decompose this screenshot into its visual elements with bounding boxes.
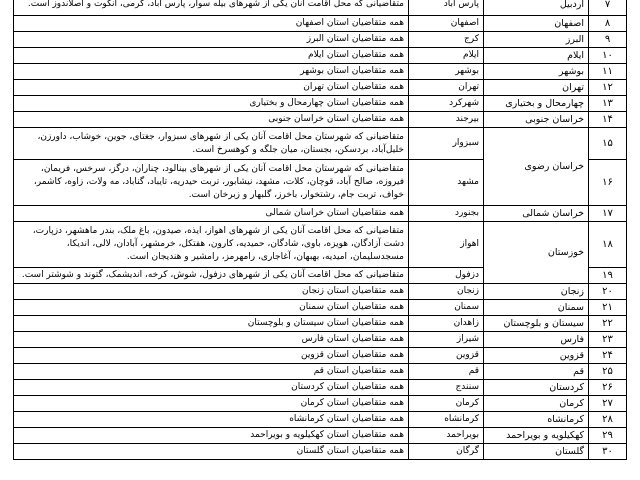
table-row <box>14 396 627 412</box>
province-cell: ایلام <box>484 48 589 64</box>
table-row <box>14 48 627 64</box>
row-number: ۱۶ <box>589 160 627 206</box>
row-number: ۲۹ <box>589 428 627 444</box>
row-number: ۷ <box>589 0 627 16</box>
row-number: ۲۵ <box>589 364 627 380</box>
description-cell: همه متقاضیان استان اصفهان <box>14 16 409 32</box>
table-row <box>14 80 627 96</box>
province-cell: کهکیلویه و بویراحمد <box>484 428 589 444</box>
city-cell: کرمان <box>409 396 484 412</box>
city-cell: بجنورد <box>409 206 484 222</box>
city-cell: زاهدان <box>409 316 484 332</box>
description-cell: همه متقاضیان استان سیستان و بلوچستان <box>14 316 409 332</box>
row-number: ۲۰ <box>589 284 627 300</box>
province-cell: بوشهر <box>484 64 589 80</box>
description-cell: همه متقاضیان استان خراسان شمالی <box>14 206 409 222</box>
province-cell: تهران <box>484 80 589 96</box>
province-cell: زنجان <box>484 284 589 300</box>
row-number: ۸ <box>589 16 627 32</box>
description-cell: همه متقاضیان استان قزوین <box>14 348 409 364</box>
row-number: ۱۱ <box>589 64 627 80</box>
row-number: ۱۲ <box>589 80 627 96</box>
province-cell: سمنان <box>484 300 589 316</box>
province-cell: خراسان شمالی <box>484 206 589 222</box>
description-cell: همه متقاضیان استان زنجان <box>14 284 409 300</box>
table-row <box>14 380 627 396</box>
province-cell: اصفهان <box>484 16 589 32</box>
table-row <box>14 444 627 460</box>
city-cell: دزفول <box>409 268 484 284</box>
city-cell: اهواز <box>409 222 484 268</box>
description-cell: متقاضیانی که محل اقامت آنان یکی از شهرهای اهواز، ایذه، صیدون، باغ ملک، بندر ماهشهر، دزپارت، دشت آزادگان، هویزه، باوی، شادگان، حمیدیه، کارون، هفتکل، خرمشهر، آبادان، لالی، اندیکا، مسجدسلیمان، امیدیه، بهبهان، آغاجاری، رامهرمز، رامشیر و هندیجان است. <box>14 222 409 268</box>
province-cell: اردبیل <box>484 0 589 16</box>
province-cell: قزوین <box>484 348 589 364</box>
city-cell: قم <box>409 364 484 380</box>
row-number: ۱۰ <box>589 48 627 64</box>
table-row <box>14 428 627 444</box>
province-cell: البرز <box>484 32 589 48</box>
table-row <box>14 0 627 16</box>
table-row <box>14 64 627 80</box>
table-row <box>14 412 627 428</box>
row-number: ۲۲ <box>589 316 627 332</box>
description-cell: همه متقاضیان استان بوشهر <box>14 64 409 80</box>
province-cell: کردستان <box>484 380 589 396</box>
row-number: ۱۸ <box>589 222 627 268</box>
row-number: ۲۸ <box>589 412 627 428</box>
city-cell: گرگان <box>409 444 484 460</box>
province-cell: خراسان رضوی <box>484 128 589 206</box>
description-cell: همه متقاضیان استان سمنان <box>14 300 409 316</box>
table-row <box>14 128 627 160</box>
province-cell: کرمان <box>484 396 589 412</box>
city-cell: شیراز <box>409 332 484 348</box>
province-cell: خوزستان <box>484 222 589 284</box>
description-cell: همه متقاضیان استان خراسان جنوبی <box>14 112 409 128</box>
table-row <box>14 32 627 48</box>
table-row <box>14 112 627 128</box>
table-row <box>14 348 627 364</box>
province-cell: گلستان <box>484 444 589 460</box>
row-number: ۲۶ <box>589 380 627 396</box>
row-number: ۲۴ <box>589 348 627 364</box>
row-number: ۳۰ <box>589 444 627 460</box>
city-cell: کرمانشاه <box>409 412 484 428</box>
row-number: ۱۴ <box>589 112 627 128</box>
table-row <box>14 96 627 112</box>
table-row <box>14 300 627 316</box>
exam-centers-table <box>13 0 627 460</box>
description-cell: متقاضیانی که محل اقامت آنان یکی از شهرهای بیله سوار، پارس آباد، گرمی، انگوت و اصلاندوز است. <box>14 0 409 16</box>
city-cell: سمنان <box>409 300 484 316</box>
city-cell: کرج <box>409 32 484 48</box>
province-cell: فارس <box>484 332 589 348</box>
description-cell: همه متقاضیان استان کردستان <box>14 380 409 396</box>
description-cell: متقاضیانی که محل اقامت آنان یکی از شهرهای دزفول، شوش، کرخه، اندیشمک، گتوند و شوشتر است. <box>14 268 409 284</box>
city-cell: بویراحمد <box>409 428 484 444</box>
description-cell: همه متقاضیان استان گلستان <box>14 444 409 460</box>
table-row <box>14 316 627 332</box>
table-row <box>14 284 627 300</box>
description-cell: همه متقاضیان استان کرمانشاه <box>14 412 409 428</box>
table-row <box>14 332 627 348</box>
table-row <box>14 364 627 380</box>
row-number: ۲۷ <box>589 396 627 412</box>
city-cell: ایلام <box>409 48 484 64</box>
province-cell: کرمانشاه <box>484 412 589 428</box>
table-row <box>14 16 627 32</box>
description-cell: همه متقاضیان استان تهران <box>14 80 409 96</box>
row-number: ۱۳ <box>589 96 627 112</box>
row-number: ۲۱ <box>589 300 627 316</box>
description-cell: همه متقاضیان استان کرمان <box>14 396 409 412</box>
city-cell: شهرکرد <box>409 96 484 112</box>
row-number: ۲۳ <box>589 332 627 348</box>
city-cell: سبزوار <box>409 128 484 160</box>
province-cell: خراسان جنوبی <box>484 112 589 128</box>
row-number: ۱۵ <box>589 128 627 160</box>
description-cell: متقاضیانی که شهرستان محل اقامت آنان یکی از شهرهای سبزوار، جغتای، جوین، خوشاب، داورزن، خلیل‌آباد، بردسکن، بجستان، میان جلگه و کوهسرخ است. <box>14 128 409 160</box>
province-cell: قم <box>484 364 589 380</box>
description-cell: همه متقاضیان استان البرز <box>14 32 409 48</box>
province-cell: سیستان و بلوچستان <box>484 316 589 332</box>
city-cell: بیرجند <box>409 112 484 128</box>
row-number: ۱۹ <box>589 268 627 284</box>
city-cell: اصفهان <box>409 16 484 32</box>
description-cell: متقاضیانی که شهرستان محل اقامت آنان یکی از شهرهای بینالود، چناران، درگز، سرخس، فریمان، فیروزه، صالح آباد، قوچان، کلات، مشهد، نیشابور، تربت حیدریه، تایباد، گناباد، مه ولات، زاوه، کاشمر، خواف، تربت جام، رشتخوار، باخرز، گلبهار و زبرخان است. <box>14 160 409 206</box>
city-cell: مشهد <box>409 160 484 206</box>
province-cell: چهارمحال و بختیاری <box>484 96 589 112</box>
description-cell: همه متقاضیان استان ایلام <box>14 48 409 64</box>
row-number: ۱۷ <box>589 206 627 222</box>
description-cell: همه متقاضیان استان چهارمحال و بختیاری <box>14 96 409 112</box>
city-cell: قزوین <box>409 348 484 364</box>
city-cell: زنجان <box>409 284 484 300</box>
table-row <box>14 222 627 268</box>
city-cell: تهران <box>409 80 484 96</box>
description-cell: همه متقاضیان استان کهکیلویه و بویراحمد <box>14 428 409 444</box>
table-row <box>14 206 627 222</box>
description-cell: همه متقاضیان استان قم <box>14 364 409 380</box>
city-cell: بوشهر <box>409 64 484 80</box>
row-number: ۹ <box>589 32 627 48</box>
city-cell: سنندج <box>409 380 484 396</box>
city-cell: پارس آباد <box>409 0 484 16</box>
description-cell: همه متقاضیان استان فارس <box>14 332 409 348</box>
